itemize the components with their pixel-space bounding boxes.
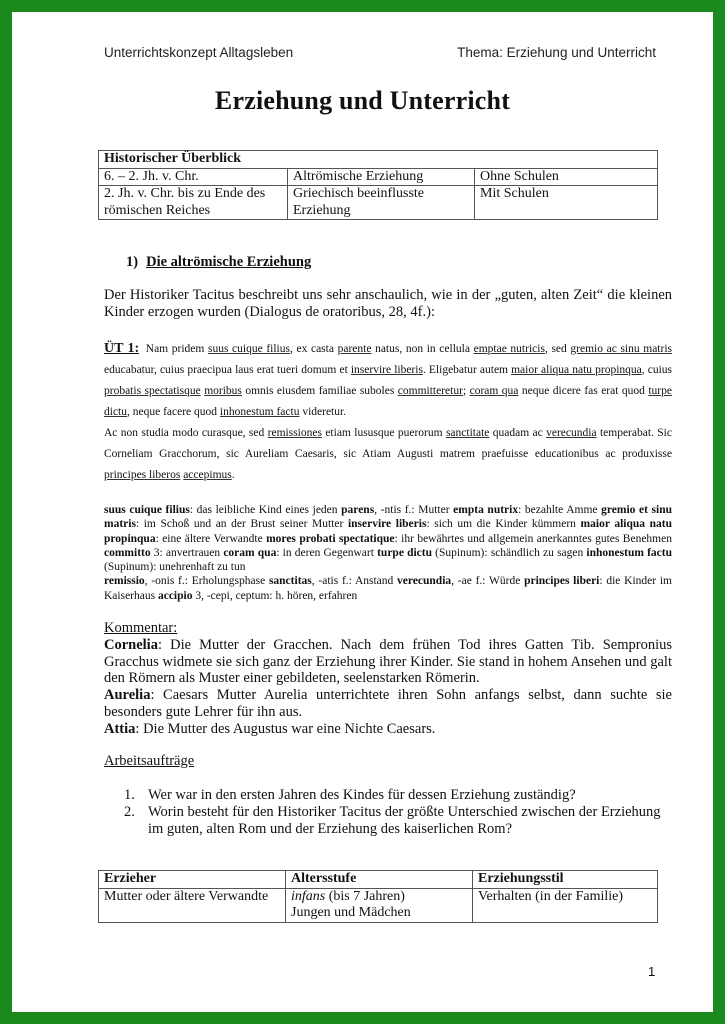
section-heading bbox=[126, 254, 311, 271]
text-run: etiam lususque puerorum bbox=[321, 427, 446, 439]
vocab-term: coram qua bbox=[223, 546, 277, 559]
exercise-label: ÜT 1: bbox=[104, 341, 140, 356]
vocab-line-2 bbox=[104, 574, 672, 603]
table-cell: Verhalten (in der Familie) bbox=[473, 888, 658, 922]
text-run: Nam pridem bbox=[145, 343, 208, 355]
tasks-list bbox=[124, 787, 674, 838]
latin-term: moribus bbox=[204, 385, 242, 397]
commentary-item bbox=[104, 687, 672, 721]
text-run: Ac non studia modo curasque, sed bbox=[104, 427, 268, 439]
text-run: , sed bbox=[544, 343, 571, 355]
table-cell: Mutter oder ältere Verwandte bbox=[99, 888, 286, 922]
text-run: omnis eiusdem familiae suboles bbox=[241, 385, 398, 397]
document-page bbox=[12, 12, 713, 1012]
text-run: quadam ac bbox=[489, 427, 547, 439]
commentary-section bbox=[104, 620, 672, 738]
vocab-term: committo bbox=[104, 546, 151, 559]
age-range: (bis 7 Jahren) bbox=[325, 888, 405, 904]
vocab-term: maior aliqua natu propinqua bbox=[104, 518, 672, 545]
vocab-term: gremio et sinu matris bbox=[104, 504, 672, 531]
text-run: . Eligebatur autem bbox=[422, 364, 512, 376]
commentary-heading: Kommentar: bbox=[104, 620, 178, 636]
vocab-term: mores probati spectatique bbox=[266, 532, 395, 545]
age-group: Jungen und Mädchen bbox=[291, 905, 411, 920]
latin-term: turpe dictu bbox=[104, 385, 672, 418]
vocab-term: suus cuique filius bbox=[104, 504, 190, 516]
latin-term: gremio ac sinu matris bbox=[570, 343, 672, 355]
table-cell: Ohne Schulen bbox=[475, 168, 658, 186]
commentary-name: Cornelia bbox=[104, 636, 158, 653]
section-number: 1) bbox=[126, 254, 139, 270]
section-label: Die altrömische Erziehung bbox=[146, 254, 312, 270]
task-number: 1. bbox=[124, 787, 135, 803]
latin-text bbox=[104, 338, 672, 486]
text-run: : ihr bewährtes und allgemein anerkanntes gutes Benehmen bbox=[394, 532, 672, 545]
latin-term: coram qua bbox=[469, 385, 519, 397]
text-run: : im Schoß und an der Brust seiner Mutter bbox=[135, 518, 348, 531]
text-run: (Supinum): schändlich zu sagen bbox=[432, 546, 587, 559]
text-run: : in deren Gegenwart bbox=[276, 546, 378, 559]
table-row bbox=[99, 186, 658, 220]
text-run: , -ntis f.: Mutter bbox=[374, 504, 454, 516]
latin-term: inhonestum factu bbox=[219, 406, 300, 418]
vocab-term: turpe dictu bbox=[377, 546, 433, 559]
list-item bbox=[124, 787, 674, 804]
text-run: , -ae f.: Würde bbox=[451, 575, 525, 588]
overview-heading: Historischer Überblick bbox=[99, 151, 658, 169]
vocab-term: empta nutrix bbox=[453, 504, 519, 516]
education-table bbox=[98, 870, 658, 923]
text-run: : das leibliche Kind eines jeden bbox=[189, 504, 342, 516]
commentary-item bbox=[104, 637, 672, 687]
text-run: : die Kinder im Kaiserhaus bbox=[104, 575, 672, 602]
task-number: 2. bbox=[124, 804, 135, 820]
latin-term: verecundia bbox=[546, 427, 597, 439]
latin-term: remissiones bbox=[267, 427, 322, 439]
latin-paragraph-1 bbox=[104, 338, 672, 423]
header-right: Thema: Erziehung und Unterricht bbox=[457, 45, 656, 60]
commentary-item bbox=[104, 721, 672, 738]
latin-term: inservire liberis bbox=[350, 364, 423, 376]
text-run: ; bbox=[462, 385, 470, 397]
latin-term: sanctitate bbox=[445, 427, 490, 439]
text-run: , -atis f.: Anstand bbox=[311, 575, 398, 588]
table-row bbox=[99, 168, 658, 186]
table-cell bbox=[286, 888, 473, 922]
text-run: natus, non in cellula bbox=[371, 343, 474, 355]
latin-term: accepimus bbox=[183, 469, 232, 481]
vocabulary-section bbox=[104, 503, 672, 603]
text-run: : sich um die Kinder kümmern bbox=[426, 518, 581, 531]
latin-term: emptae nutricis bbox=[473, 343, 545, 355]
text-run: 3, -cepi, ceptum: h. hören, erfahren bbox=[192, 589, 358, 602]
text-run: educabatur, cuius praecipua laus erat tueri domum et bbox=[104, 364, 351, 376]
commentary-text: : Caesars Mutter Aurelia unterrichtete ihren Sohn anfangs selbst, dann suchte sie besonders gute Lehrer für ihn aus. bbox=[104, 687, 672, 720]
vocab-term: accipio bbox=[157, 589, 193, 602]
table-header: Erziehungsstil bbox=[473, 871, 658, 889]
text-run: temperabat. Sic Corneliam Gracchorum, sic Aureliam Caesaris, sic Atiam Augusti matrem praefuisse educationibus ac produxisse bbox=[104, 427, 672, 460]
text-run: : eine ältere Verwandte bbox=[155, 532, 267, 545]
tasks-heading: Arbeitsaufträge bbox=[104, 753, 195, 769]
table-header: Altersstufe bbox=[286, 871, 473, 889]
table-cell: Griechisch beeinflusste Erziehung bbox=[288, 186, 475, 220]
commentary-name: Aurelia bbox=[104, 687, 151, 704]
latin-term: probatis spectatisque bbox=[104, 385, 201, 397]
commentary-text: : Die Mutter des Augustus war eine Nichte Caesars. bbox=[135, 720, 436, 737]
task-text: Wer war in den ersten Jahren des Kindes für dessen Erziehung zuständig? bbox=[148, 787, 576, 803]
intro-paragraph: Der Historiker Tacitus beschreibt uns sehr anschaulich, wie in der „guten, alten Zeit“ die kleinen Kinder erzogen wurden (Dialogus de oratoribus, 28, 4f.): bbox=[104, 287, 672, 320]
page-title: Erziehung und Unterricht bbox=[214, 86, 511, 115]
task-text: Worin besteht für den Historiker Tacitus der größte Unterschied zwischen der Erziehung im guten, alten Rom und der Erziehung des kaiserlichen Rom? bbox=[148, 804, 661, 837]
vocab-term: verecundia bbox=[397, 575, 452, 588]
text-run: , cuius bbox=[641, 364, 672, 376]
vocab-term: parens bbox=[341, 504, 375, 516]
latin-term: parente bbox=[337, 343, 372, 355]
latin-term: principes liberos bbox=[104, 469, 181, 481]
latin-term: maior aliqua natu propinqua bbox=[511, 364, 642, 376]
commentary-text: : Die Mutter der Gracchen. Nach dem frühen Tod ihres Gatten Tib. Sempronius Gracchus widmete sie sich ganz der Erziehung ihrer Kinder. Sie stand in hohem Ansehen und galt den Römern als Muster einer gebildeten, seelenstarken Römerin. bbox=[104, 636, 672, 687]
page-number: 1 bbox=[648, 964, 656, 979]
text-run: . bbox=[231, 469, 235, 481]
latin-p1-content bbox=[104, 343, 672, 418]
table-header: Erzieher bbox=[99, 871, 286, 889]
vocab-line-1 bbox=[104, 503, 672, 574]
table-cell: Mit Schulen bbox=[475, 186, 658, 220]
latin-term: suus cuique filius bbox=[207, 343, 290, 355]
table-cell: 2. Jh. v. Chr. bis zu Ende des römischen Reiches bbox=[99, 186, 288, 220]
text-run: (Supinum): unehrenhaft zu tun bbox=[104, 561, 246, 574]
text-run: , neque facere quod bbox=[127, 406, 220, 418]
latin-paragraph-2 bbox=[104, 423, 672, 486]
vocab-term: principes liberi bbox=[524, 575, 600, 588]
table-row bbox=[99, 888, 658, 922]
table-cell: 6. – 2. Jh. v. Chr. bbox=[99, 168, 288, 186]
vocab-term: inhonestum factu bbox=[586, 546, 673, 559]
vocab-term: sanctitas bbox=[268, 575, 312, 588]
text-run: : bezahlte Amme bbox=[518, 504, 602, 516]
commentary-name: Attia bbox=[104, 720, 136, 737]
overview-table bbox=[98, 150, 658, 220]
text-run: , ex casta bbox=[289, 343, 338, 355]
vocab-term: remissio bbox=[104, 575, 145, 588]
table-header-row bbox=[99, 871, 658, 889]
list-item bbox=[124, 804, 674, 838]
vocab-term: inservire liberis bbox=[347, 518, 427, 531]
text-run: , -onis f.: Erholungsphase bbox=[144, 575, 269, 588]
latin-term: infans bbox=[291, 888, 326, 904]
text-run: videretur. bbox=[299, 406, 347, 418]
table-cell: Altrömische Erziehung bbox=[288, 168, 475, 186]
header-left: Unterrichtskonzept Alltagsleben bbox=[104, 45, 294, 60]
text-run: neque dicere fas erat quod bbox=[518, 385, 649, 397]
text-run: 3: anvertrauen bbox=[150, 546, 224, 559]
latin-term: committeretur bbox=[397, 385, 463, 397]
